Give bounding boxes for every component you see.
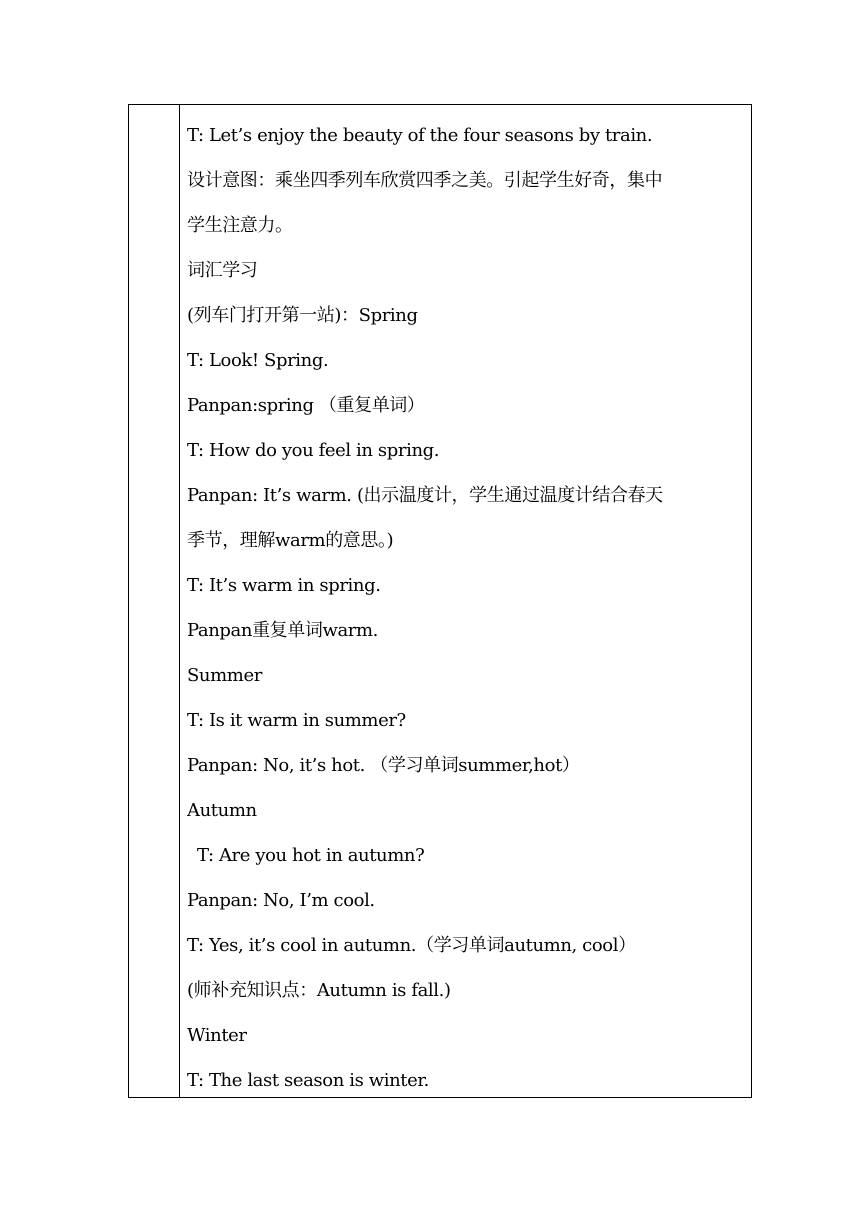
text-line: Panpan重复单词warm.: [187, 620, 379, 641]
table-left-column: [129, 105, 180, 1097]
text-line: 设计意图：乘坐四季列车欣赏四季之美。引起学生好奇，集中: [187, 170, 663, 191]
text-line: Panpan: It’s warm. (出示温度计，学生通过温度计结合春天: [187, 485, 663, 506]
text-line: T: The last season is winter.: [187, 1070, 429, 1091]
text-line: T: It’s warm in spring.: [187, 575, 381, 596]
section-heading: 词汇学习: [187, 260, 258, 281]
text-line: T: How do you feel in spring.: [187, 440, 440, 461]
text-line: (列车门打开第一站)：Spring: [187, 305, 418, 326]
season-heading: Winter: [187, 1025, 247, 1046]
text-line: T: Look! Spring.: [187, 350, 329, 371]
text-line: Panpan:spring （重复单词）: [187, 395, 425, 416]
text-line: 学生注意力。: [187, 215, 293, 236]
text-line: T: Is it warm in summer?: [187, 710, 406, 731]
table-content-cell: [180, 105, 751, 1097]
text-line: T: Yes, it’s cool in autumn.（学习单词autumn, cool）: [187, 935, 636, 956]
text-line: (师补充知识点：Autumn is fall.): [187, 980, 451, 1001]
text-line: T: Let’s enjoy the beauty of the four seasons by train.: [187, 125, 653, 146]
text-line: T: Are you hot in autumn?: [197, 845, 425, 866]
text-line: 季节，理解warm的意思。): [187, 530, 394, 551]
text-line: Panpan: No, it’s hot. （学习单词summer,hot）: [187, 755, 580, 776]
season-heading: Summer: [187, 665, 262, 686]
season-heading: Autumn: [187, 800, 257, 821]
text-line: Panpan: No, I’m cool.: [187, 890, 375, 911]
lesson-plan-table: [128, 104, 752, 1098]
